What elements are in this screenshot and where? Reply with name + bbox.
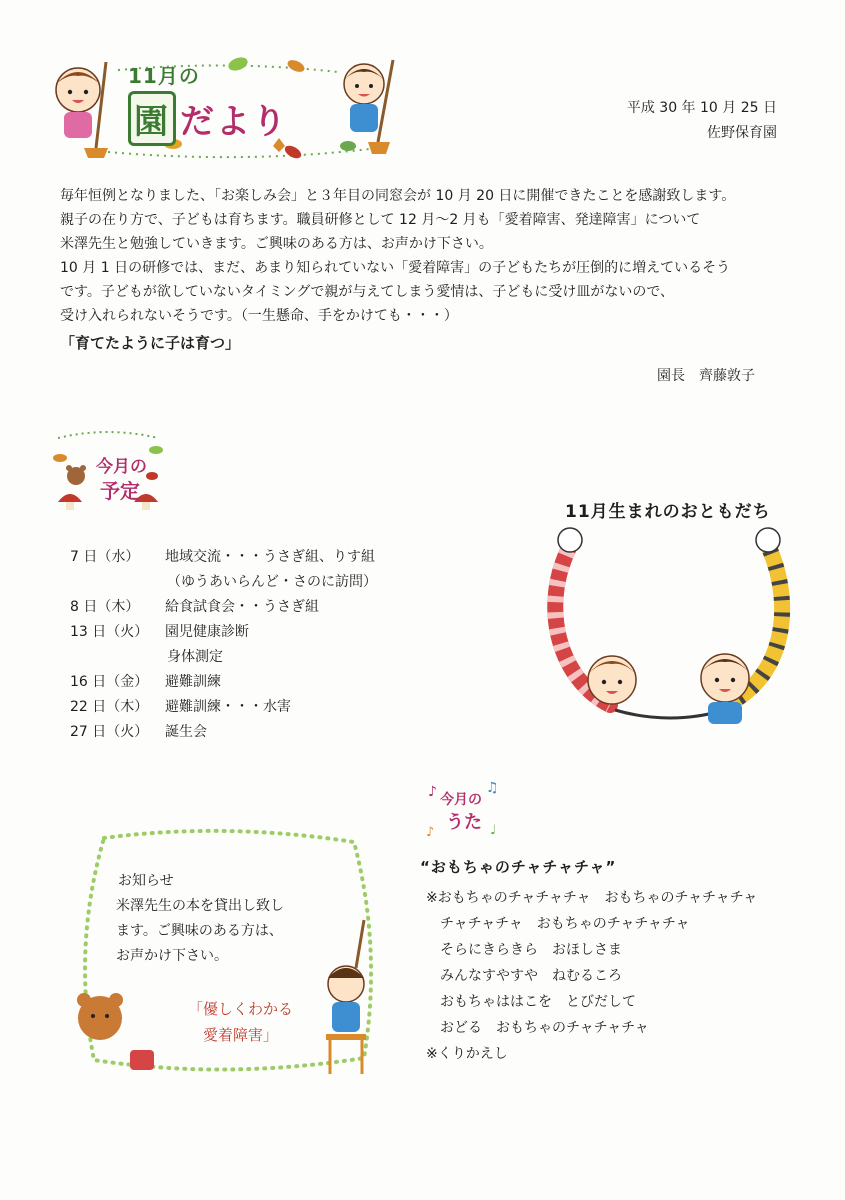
painter-child-icon: [326, 920, 366, 1074]
message-line: 米澤先生と勉強していきます。ご興味のある方は、お声かけ下さい。: [60, 236, 493, 252]
masthead-rest: だより: [180, 102, 288, 142]
schedule-text: 避難訓練・・・水害: [165, 699, 291, 715]
schedule-text: 避難訓練: [165, 674, 221, 690]
schedule-subtext: （ゆうあいらんど・さのに訪問）: [167, 574, 377, 590]
masthead-title: [128, 60, 288, 146]
masthead-kanji: 園: [128, 91, 176, 146]
director-signature: 園長 齊藤敦子: [657, 368, 755, 384]
notice-label: お知らせ: [118, 873, 174, 889]
lyric-line: ※くりかえし: [426, 1046, 508, 1062]
schedule-badge: [48, 428, 168, 512]
notice-line: 米澤先生の本を貸出し致し: [116, 898, 284, 914]
book-title-line2: 愛着障害」: [203, 1026, 279, 1044]
song-title: “おもちゃのチャチャチャ”: [420, 858, 617, 876]
book-title-line1: 「優しくわかる: [188, 1000, 294, 1018]
song-badge-line1: 今月の: [440, 792, 482, 808]
birthday-illustration: [520, 490, 820, 740]
lyric-line: ※おもちゃのチャチャチャ おもちゃのチャチャチャ: [426, 890, 758, 906]
bear-icon: [66, 465, 86, 485]
boy-icon: [701, 654, 749, 724]
school-name: 佐野保育園: [707, 125, 777, 141]
schedule-list: [70, 545, 377, 745]
song-badge: [424, 776, 504, 842]
message-line: 毎年恒例となりました、「お楽しみ会」と３年目の同窓会が 10 月 20 日に開催できたことを感謝致します。: [60, 188, 736, 204]
hand-icon: [558, 528, 780, 552]
schedule-item: [70, 595, 377, 620]
message-line: 10 月 1 日の研修では、まだ、あまり知られていない「愛着障害」の子どもたちが圧倒的に増えているそう: [60, 260, 731, 276]
message-line: 受け入れられないそうです。（一生懸命、手をかけても・・・）: [60, 308, 458, 324]
lyric-line: みんなすやすや ねむるころ: [426, 968, 622, 984]
schedule-item: [70, 620, 377, 645]
girl-icon: [588, 656, 636, 704]
bear-icon: [77, 993, 154, 1070]
lyric-line: チャチャチャ おもちゃのチャチャチャ: [426, 916, 690, 932]
schedule-day: 13 日（火）: [70, 624, 149, 640]
schedule-subtext: 身体測定: [167, 649, 223, 665]
lyric-line: そらにきらきら おほしさま: [426, 942, 622, 958]
schedule-item: [70, 545, 377, 570]
message-quote: 「育てたように子は育つ」: [60, 334, 241, 352]
message-line: 親子の在り方で、子どもは育ちます。職員研修として 12 月～2 月も「愛着障害、発達障害」について: [60, 212, 701, 228]
boy-with-broom-icon: [344, 60, 393, 154]
schedule-day: 16 日（金）: [70, 674, 149, 690]
schedule-day: 8 日（木）: [70, 599, 140, 615]
schedule-text: 給食試食会・・うさぎ組: [165, 599, 319, 615]
schedule-day: 7 日（水）: [70, 549, 140, 565]
notice-body: [116, 894, 284, 969]
svg-text:♪: ♪: [428, 784, 437, 800]
schedule-text: 地域交流・・・うさぎ組、りす組: [165, 549, 375, 565]
schedule-text: 園児健康診断: [165, 624, 249, 640]
masthead-month: 11月の: [128, 64, 200, 88]
lyric-line: おもちゃははこを とびだして: [426, 994, 636, 1010]
notice-line: ます。ご興味のある方は、: [116, 923, 283, 939]
song-lyrics: [426, 885, 757, 1067]
birthday-title: 11月生まれのおともだち: [565, 502, 771, 522]
book-title: [188, 996, 293, 1048]
schedule-day: 22 日（木）: [70, 699, 149, 715]
notice-line: お声かけ下さい。: [116, 948, 228, 964]
song-badge-line2: うた: [446, 812, 482, 833]
lyric-line: おどる おもちゃのチャチャチャ: [426, 1020, 649, 1036]
schedule-badge-line2: 予定: [100, 479, 140, 503]
svg-text:♩: ♩: [490, 823, 497, 838]
schedule-badge-line1: 今月の: [96, 457, 147, 477]
message-line: です。子どもが欲していないタイミングで親が与えてしまう愛情は、子どもに受け皿がないので、: [60, 284, 675, 300]
schedule-day: 27 日（火）: [70, 724, 149, 740]
svg-text:♫: ♫: [486, 780, 499, 796]
schedule-item: [70, 695, 377, 720]
girl-with-broom-icon: [56, 62, 108, 158]
director-message: [60, 184, 800, 328]
schedule-item: [70, 720, 377, 745]
schedule-text: 誕生会: [165, 724, 207, 740]
issue-date: 平成 30 年 10 月 25 日: [626, 100, 777, 116]
svg-text:♪: ♪: [426, 825, 435, 840]
schedule-item: [70, 670, 377, 695]
